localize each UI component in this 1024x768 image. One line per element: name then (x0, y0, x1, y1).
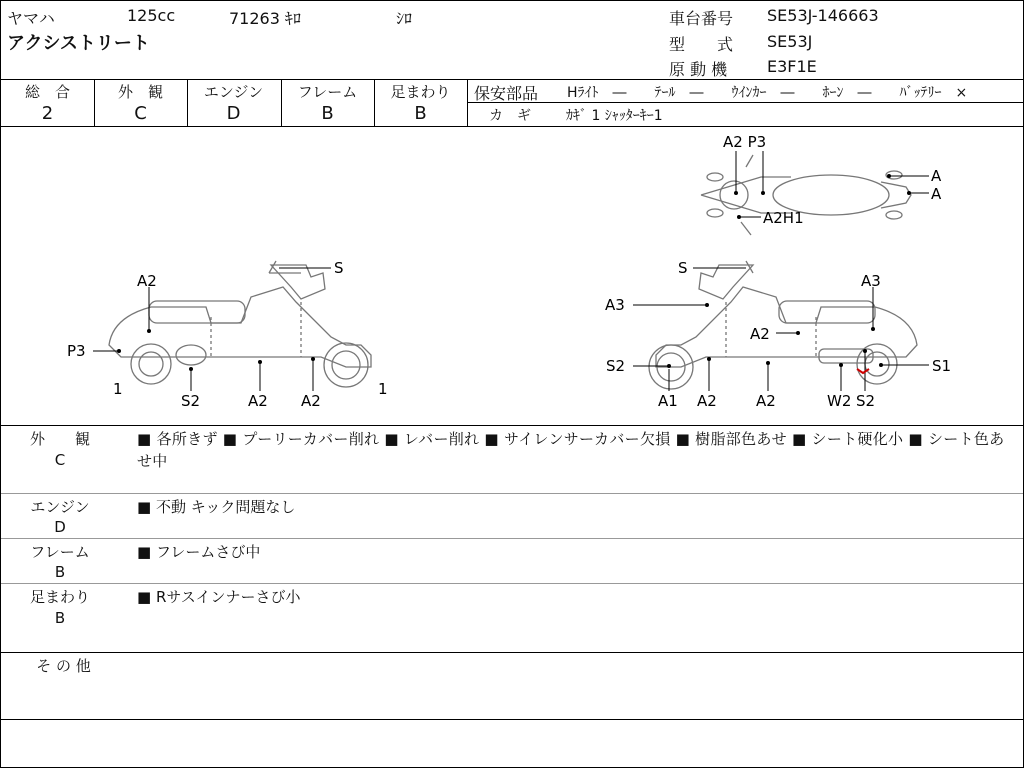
grade-overall (1, 79, 94, 126)
maker: ヤマハ (7, 9, 55, 28)
grade-label: 総 合 (24, 83, 70, 101)
frame-no-label: 車台番号 (669, 9, 734, 28)
divider (1, 583, 1023, 584)
remark-text: ■ Rサスインナーさび小 (137, 588, 301, 606)
divider (1, 493, 1023, 494)
remark-head: 足まわり (29, 588, 90, 606)
engine-value: E3F1E (767, 57, 817, 76)
label-s2: S2 (181, 392, 201, 410)
mileage: 71263 ｷﾛ (229, 9, 301, 28)
label-a: A (931, 167, 942, 185)
safety-items: Hﾗｲﾄ ― ﾃｰﾙ ― ｳｲﾝｶｰ ― ﾎｰﾝ ― ﾊﾞｯﾃﾘｰ × (567, 85, 968, 101)
remark-suspension (1, 585, 1023, 651)
remark-exterior (1, 427, 1023, 493)
label-s1: S1 (932, 357, 952, 375)
remark-grade: B (54, 609, 66, 627)
remark-frame (1, 540, 1023, 583)
label-a2: A2 (301, 392, 321, 410)
remark-head: そ の 他 (36, 657, 91, 675)
remark-grade: B (54, 563, 66, 581)
grade-value: B (414, 103, 427, 124)
label-s2: S2 (606, 357, 626, 375)
grade-value: B (321, 103, 334, 124)
remark-grade: D (54, 518, 66, 536)
grade-label: 外 観 (117, 83, 163, 101)
label-one: 1 (378, 380, 388, 398)
type-label: 型 式 (669, 35, 734, 54)
grade-frame (281, 79, 374, 126)
label-a3: A3 (605, 296, 625, 314)
label-s: S (334, 259, 344, 277)
type-value: SE53J (767, 32, 813, 51)
remark-engine (1, 495, 1023, 538)
color: ｼﾛ (396, 9, 413, 28)
damage-diagram (1, 127, 1023, 424)
grade-value: 2 (41, 103, 54, 124)
label-a2h1: A2H1 (763, 209, 804, 227)
remark-text: ■ 不動 キック問題なし (137, 498, 296, 516)
grade-value: D (226, 103, 241, 124)
remark-text: ■ 各所きず ■ プーリーカバー削れ ■ レバー削れ ■ サイレンサーカバー欠損 ■ 樹脂部色あせ ■ シート硬化小 ■ シート色あせ中 (137, 430, 1005, 470)
label-a2: A2 (756, 392, 776, 410)
grade-suspension (374, 79, 467, 126)
divider (1, 719, 1023, 720)
grade-value: C (134, 103, 147, 124)
label-w2: W2 (827, 392, 852, 410)
engine-label: 原 動 機 (669, 60, 728, 79)
key-value: ｶｷﾞ 1 ｼｬｯﾀｰｷｰ1 (566, 108, 663, 124)
label-a2: A2 (248, 392, 268, 410)
divider (467, 102, 1023, 103)
label-a2: A2 (137, 272, 157, 290)
grade-label: エンジン (203, 83, 264, 101)
remark-head: フレーム (30, 543, 90, 561)
label-p3: P3 (67, 342, 86, 360)
divider (1, 652, 1023, 653)
grade-label: フレーム (297, 83, 358, 101)
label-a: A (931, 185, 942, 203)
label-a2: A2 (750, 325, 770, 343)
label-a1: A1 (658, 392, 678, 410)
remark-head: 外 観 (29, 430, 90, 448)
grade-engine (187, 79, 280, 126)
remark-other (1, 654, 1023, 718)
label-one: 1 (113, 380, 123, 398)
grade-exterior (94, 79, 187, 126)
label-a3: A3 (861, 272, 881, 290)
label-s: S (678, 259, 688, 277)
divider (1, 538, 1023, 539)
model-name: アクシストリート (7, 33, 150, 54)
divider (1, 425, 1023, 426)
label-a2: A2 (697, 392, 717, 410)
label-a2p3: A2 P3 (723, 133, 767, 151)
remark-text: ■ フレームさび中 (137, 543, 261, 561)
safety-label: 保安部品 (474, 84, 539, 103)
remark-grade: C (54, 451, 66, 469)
key-label: カ ギ (489, 108, 531, 124)
label-s2: S2 (856, 392, 876, 410)
remark-head: エンジン (30, 498, 90, 516)
displacement: 125cc (127, 6, 176, 25)
scooter-top-view (701, 155, 911, 235)
frame-no: SE53J-146663 (767, 6, 879, 25)
grade-label: 足まわり (390, 83, 451, 101)
